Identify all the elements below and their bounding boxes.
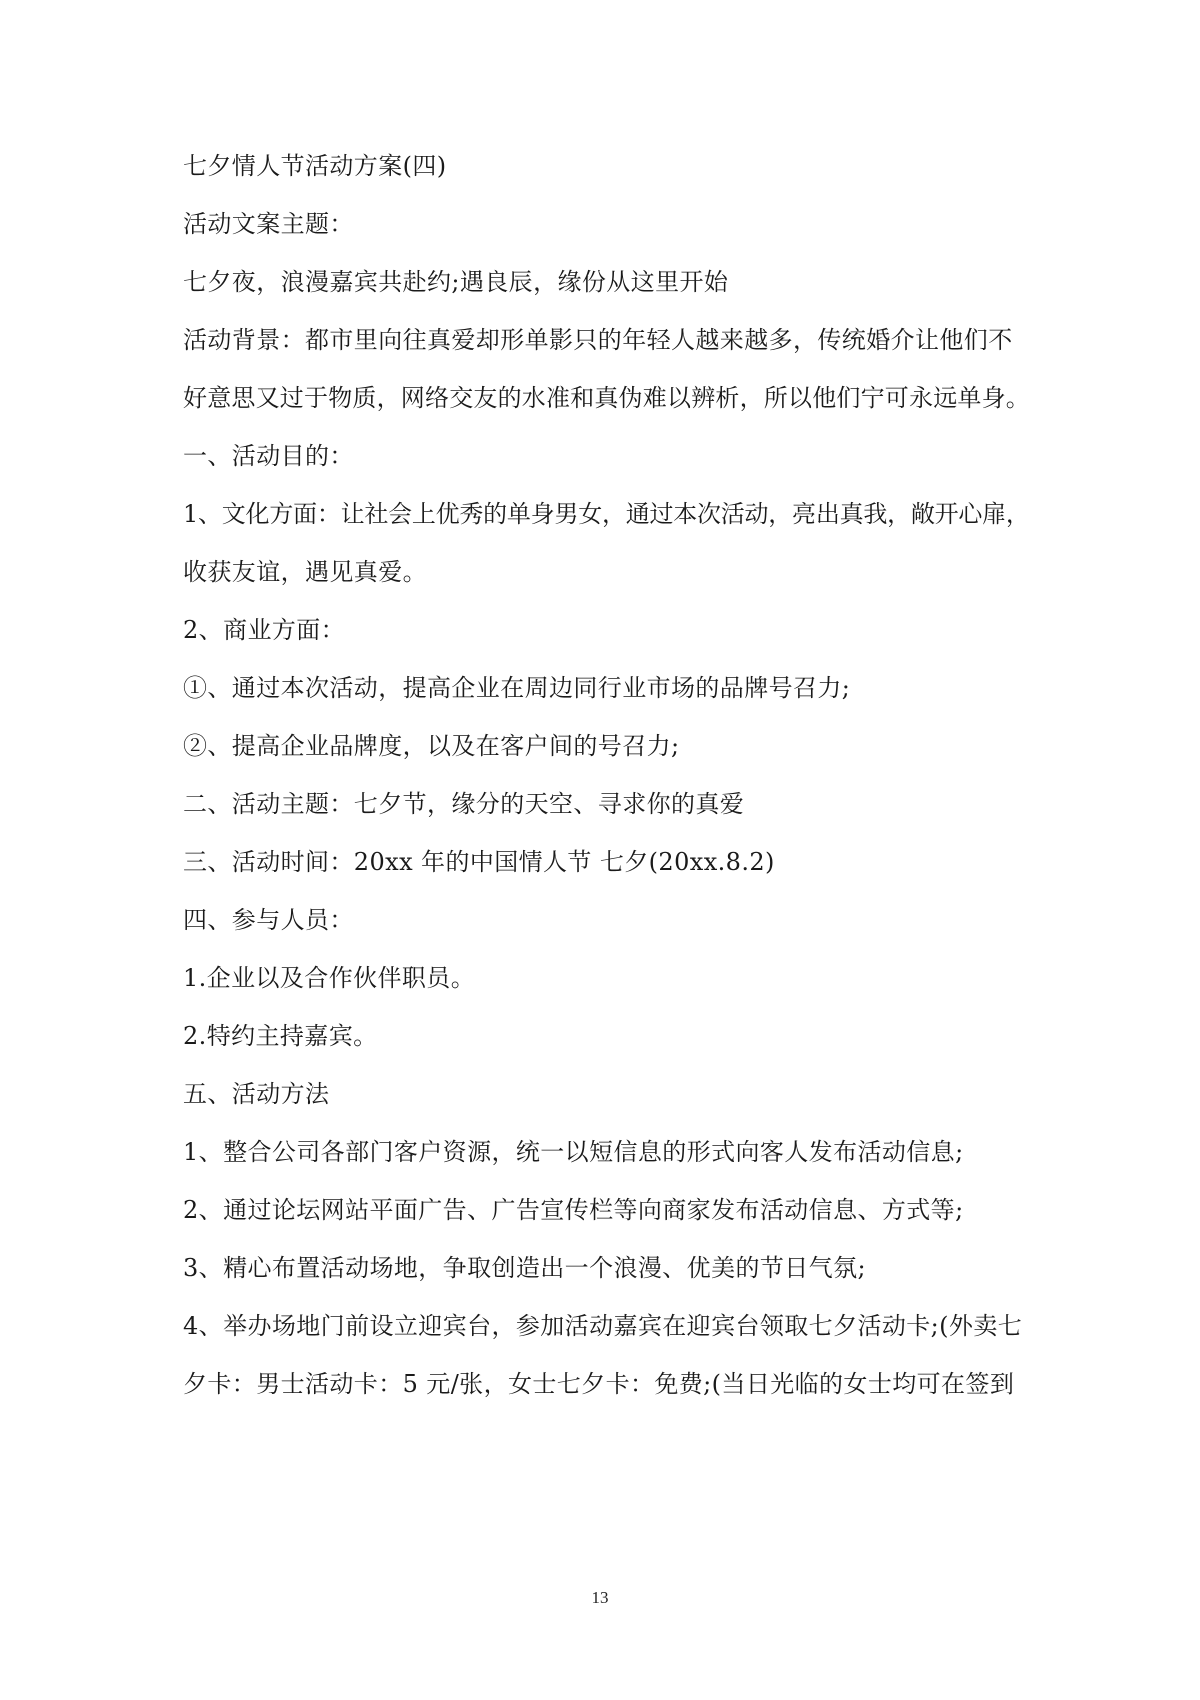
text-line: 4、举办场地门前设立迎宾台，参加活动嘉宾在迎宾台领取七夕活动卡;(外卖七	[183, 1312, 1023, 1340]
text-line: 1、整合公司各部门客户资源，统一以短信息的形式向客人发布活动信息;	[183, 1138, 964, 1166]
text-line: 1.企业以及合作伙伴职员。	[183, 964, 476, 992]
text-line: 1、文化方面：让社会上优秀的单身男女，通过本次活动，亮出真我，敞开心扉，	[183, 500, 1030, 528]
text-line: 3、精心布置活动场地，争取创造出一个浪漫、优美的节日气氛;	[183, 1254, 866, 1282]
text-line: 收获友谊，遇见真爱。	[183, 558, 427, 586]
text-line: ①、通过本次活动，提高企业在周边同行业市场的品牌号召力;	[183, 674, 851, 702]
document-title: 七夕情人节活动方案(四)	[183, 152, 447, 180]
text-line: ②、提高企业品牌度，以及在客户间的号召力;	[183, 732, 680, 760]
text-line: 活动背景：都市里向往真爱却形单影只的年轻人越来越多，传统婚介让他们不	[183, 326, 1013, 354]
text-line: 好意思又过于物质，网络交友的水准和真伪难以辨析，所以他们宁可永远单身。	[183, 384, 1030, 412]
text-line: 活动文案主题：	[183, 210, 354, 238]
section-heading: 五、活动方法	[183, 1080, 330, 1108]
section-heading: 二、活动主题：七夕节，缘分的天空、寻求你的真爱	[183, 790, 745, 818]
section-heading: 三、活动时间：20xx 年的中国情人节 七夕(20xx.8.2)	[183, 848, 775, 876]
section-heading: 四、参与人员：	[183, 906, 354, 934]
section-heading: 一、活动目的：	[183, 442, 354, 470]
page-number: 13	[591, 1588, 609, 1607]
text-line: 2、商业方面：	[183, 616, 346, 644]
text-line: 2.特约主持嘉宾。	[183, 1022, 378, 1050]
text-line: 2、通过论坛网站平面广告、广告宣传栏等向商家发布活动信息、方式等;	[183, 1196, 964, 1224]
text-line: 七夕夜，浪漫嘉宾共赴约;遇良辰，缘份从这里开始	[183, 268, 729, 296]
text-line: 夕卡：男士活动卡：5 元/张，女士七夕卡：免费;(当日光临的女士均可在签到	[183, 1370, 1015, 1398]
